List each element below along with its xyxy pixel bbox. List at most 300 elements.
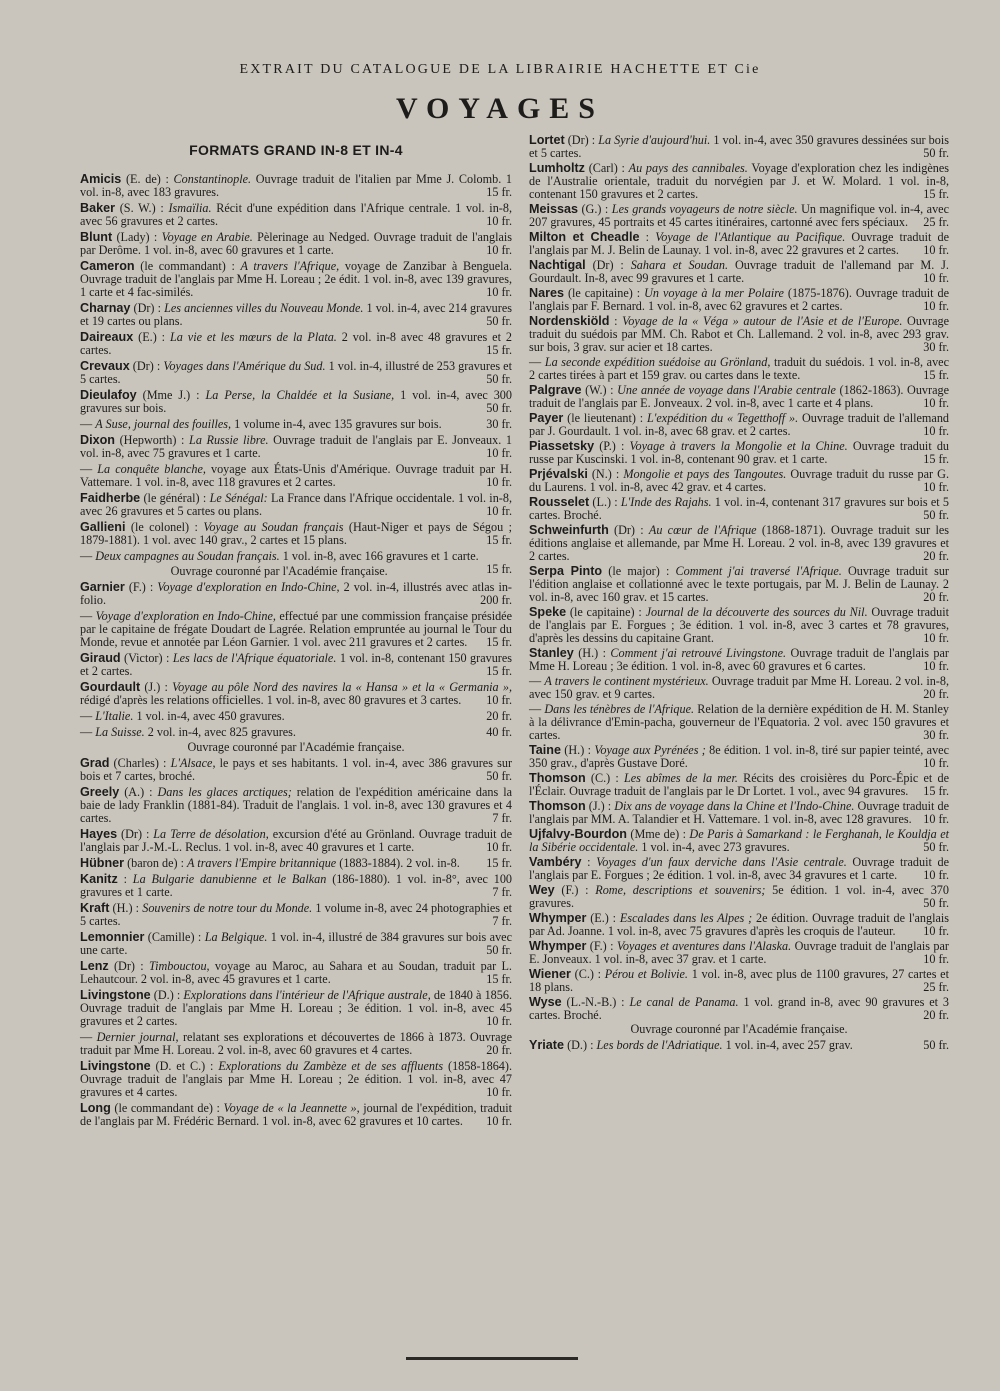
catalogue-entry (80, 581, 512, 607)
entry-price: 10 fr. (923, 756, 949, 770)
entry-price: 15 fr. (923, 452, 949, 466)
entry-author: Greely (80, 785, 120, 799)
entry-price: 10 fr. (923, 424, 949, 438)
entry-prefix: (G.) : (578, 202, 612, 216)
entry-title: Les bords de l'Adriatique. (596, 1038, 723, 1052)
right-entry-list (529, 134, 949, 1052)
catalogue-entry (80, 681, 512, 707)
entry-title: Les anciennes villes du Nouveau Monde. (164, 301, 364, 315)
entry-description: voyage aux États-Unis d'Amérique. Ouvrage traduit par H. Vattemare. 1 vol. in-8, avec 118 gravures et 2 cartes. (80, 462, 512, 489)
catalogue-entry (80, 902, 512, 928)
entry-author: Rousselet (529, 495, 590, 509)
catalogue-entry (529, 203, 949, 229)
entry-author: Livingstone (80, 988, 151, 1002)
entry-author: Crevaux (80, 359, 130, 373)
entry-prefix: : (609, 314, 623, 328)
entry-description: Relation de la dernière expédition de H. M. Stanley à la délivrance d'Emin-pacha, gouverneur de l'Equatoria. 2 vol. avec 150 gravures et cartes. (529, 702, 949, 742)
entry-title: Explorations du Zambèze et de ses affluents (218, 1059, 444, 1073)
entry-title: La Suisse. (95, 725, 145, 739)
catalogue-entry (529, 940, 949, 966)
entry-description: Ouvrage traduit du suédois par MM. Ch. Rabot et Ch. Lallemand. 2 vol. in-8, avec 293 grav. sur bois, 3 grav. sur acier et 18 cartes. (529, 314, 949, 354)
entry-price: 50 fr. (923, 840, 949, 854)
catalogue-entry (529, 884, 949, 910)
entry-description: 1 volume in-8, avec 24 photographies et 5 cartes. (80, 901, 512, 928)
entry-price: 10 fr. (486, 840, 512, 854)
catalogue-entry (529, 468, 949, 494)
entry-title: Un voyage à la mer Polaire (644, 286, 784, 300)
entry-prefix: : (117, 872, 133, 886)
entry-price: 20 fr. (486, 1043, 512, 1057)
entry-description: Ouvrage traduit du russe par Kuscinski. 1 vol. in-8, contenant 90 grav. et 1 carte. (529, 439, 950, 466)
entry-prefix: (P.) : (594, 439, 630, 453)
entry-prefix: (E. de) : (121, 172, 174, 186)
entry-description: Ouvrage traduit de l'allemand par M. J. Gourdault. In-8, avec 99 gravures et 1 carte. (529, 258, 949, 285)
entry-price: 10 fr. (486, 693, 512, 707)
catalogue-entry (80, 710, 512, 723)
entry-title: Voyage à travers la Mongolie et la Chine. (629, 439, 848, 453)
entry-description: Voyage d'exploration chez les indigènes de l'Australie orientale, traduit du norvégien par J. et W. Molard. 1 vol. in-8, contenant 150 gravures et 2 cartes. (529, 161, 949, 201)
entry-title: Deux campagnes au Soudan français. (95, 549, 280, 563)
entry-prefix: (H.) : (560, 743, 595, 757)
entry-prefix: (le major) : (602, 564, 676, 578)
entry-description: journal de l'expédition, traduit de l'anglais par M. Frédéric Bernard. 1 vol. in-8, avec 62 gravures et 10 cartes. (80, 1101, 512, 1128)
entry-author: Livingstone (80, 1059, 151, 1073)
catalogue-entry (80, 652, 512, 678)
entry-description: (1862-1863). Ouvrage traduit de l'anglais par E. Jonveaux. 2 vol. in-8, avec 1 carte et 4 plans. (529, 383, 949, 410)
entry-prefix: (E.) : (586, 911, 620, 925)
entry-description: traduit du suédois. 1 vol. in-8, avec 2 cartes tirées à part et 159 grav. ou cartes dans le texte. (529, 355, 949, 382)
entry-price: 15 fr. (486, 972, 512, 986)
entry-prefix: (Lady) : (112, 230, 162, 244)
left-entry-list (80, 173, 512, 1128)
catalogue-entry (80, 931, 512, 957)
entry-prefix: (Victor) : (120, 651, 173, 665)
entry-price: 50 fr. (923, 508, 949, 522)
entry-prefix: (W.) : (581, 383, 618, 397)
entry-title: Voyage de « la Jeannette », (223, 1101, 360, 1115)
entry-description: 2 vol. in-4, avec 825 gravures. (144, 725, 296, 739)
entry-author: Grad (80, 756, 110, 770)
entry-price: 50 fr. (486, 372, 512, 386)
entry-price: 7 fr. (492, 885, 512, 899)
entry-author: Kraft (80, 901, 110, 915)
catalogue-entry (529, 996, 949, 1022)
entry-description: 5e édition. 1 vol. in-4, avec 370 gravures. (529, 883, 949, 910)
entry-price: 20 fr. (923, 1008, 949, 1022)
entry-title: Voyages d'un faux derviche dans l'Asie centrale. (596, 855, 847, 869)
entry-title: Le Sénégal: (209, 491, 268, 505)
entry-prefix: (Charles) : (109, 756, 171, 770)
entry-price: 7 fr. (492, 914, 512, 928)
entry-price: 10 fr. (486, 504, 512, 518)
entry-title: La seconde expédition suédoise au Grönland, (544, 355, 771, 369)
entry-prefix: — (529, 702, 545, 716)
entry-title: Ismaïlia. (168, 201, 212, 215)
entry-title: Mongolie et pays des Tangoutes. (623, 467, 787, 481)
entry-price: 10 fr. (923, 952, 949, 966)
entry-title: Explorations dans l'intérieur de l'Afrique australe, (183, 988, 431, 1002)
entry-prefix: (D.) : (564, 1038, 597, 1052)
entry-author: Blunt (80, 230, 113, 244)
entry-description: 1 vol. in-4, avec 350 gravures dessinées sur bois et 5 cartes. (529, 133, 949, 160)
entry-description: 1 vol. in-4, contenant 317 gravures sur bois et 5 cartes. Broché. (529, 495, 949, 522)
entry-title: Pérou et Bolivie. (604, 967, 688, 981)
entry-price: 15 fr. (923, 368, 949, 382)
entry-price: 10 fr. (486, 1014, 512, 1028)
entry-prefix: (L.-N.-B.) : (561, 995, 630, 1009)
entry-title: Voyages dans l'Amérique du Sud. (163, 359, 326, 373)
entry-description: 2 vol. in-4, illustrés avec atlas in-folio. (80, 580, 512, 607)
entry-description: 1 vol. in-8, contenant 150 gravures et 2 cartes. (80, 651, 513, 678)
entry-description: relation de l'expédition américaine dans la baie de lady Franklin (1881-84). Traduit de l'anglais. 1 vol. in-8, avec 130 gravures et 4 cartes. (80, 785, 512, 825)
catalogue-entry (529, 496, 949, 522)
entry-author: Baker (80, 201, 116, 215)
entry-title: La Terre de désolation, (153, 827, 269, 841)
entry-prefix: — (80, 709, 96, 723)
catalogue-header: EXTRAIT DU CATALOGUE DE LA LIBRAIRIE HACHETTE ET Cie (239, 62, 761, 77)
entry-author: Wyse (529, 995, 562, 1009)
entry-title: La Belgique. (204, 930, 268, 944)
entry-prefix: — (80, 417, 96, 431)
page-title: VOYAGES (395, 92, 604, 125)
entry-description: Ouvrage traduit de l'anglais par E. Jonveaux. 1 vol. in-8, avec 37 grav. et 1 carte. (529, 939, 949, 966)
entry-prefix: : (581, 855, 597, 869)
entry-prefix: (le commandant de) : (110, 1101, 224, 1115)
entry-price: 10 fr. (923, 924, 949, 938)
catalogue-entry (80, 302, 512, 328)
entry-description: 1 vol. in-4, avec 214 gravures et 19 cartes ou plans. (80, 301, 512, 328)
entry-prefix: (le lieutenant) : (563, 411, 647, 425)
entry-price: 15 fr. (486, 664, 512, 678)
catalogue-entry (529, 828, 949, 854)
entry-title: L'Italie. (95, 709, 134, 723)
entry-description: Ouvrage traduit de l'allemand par J. Gourdault. 1 vol. in-8, avec 68 grav. et 2 cartes. (529, 411, 950, 438)
entry-description: Ouvrage traduit par Mme H. Loreau. 2 vol. in-8, avec 150 grav. et 9 cartes. (529, 674, 950, 701)
catalogue-entry (80, 434, 512, 460)
entry-description: Un magnifique vol. in-4, avec 207 gravures, 45 portraits et 45 cartes itinéraires, cartonné avec fers spéciaux. (529, 202, 949, 229)
entry-title: Rome, descriptions et souvenirs; (595, 883, 766, 897)
catalogue-entry (529, 162, 949, 201)
entry-description: 1 vol. in-4, avec 300 gravures sur bois. (80, 388, 512, 415)
entry-title: L'expédition du « Tegetthoff ». (646, 411, 799, 425)
entry-title: Dernier journal, (96, 1030, 179, 1044)
entry-author: Gallieni (80, 520, 126, 534)
entry-title: L'Alsace, (170, 756, 216, 770)
entry-author: Whymper (529, 939, 587, 953)
entry-description: Ouvrage traduit de l'italien par Mme J. Colomb. 1 vol. in-8, avec 183 gravures. (80, 172, 513, 199)
entry-author: Lenz (80, 959, 109, 973)
entry-price: 15 fr. (486, 185, 512, 199)
entry-description: le pays et ses habitants. 1 vol. in-4, avec 386 gravures sur bois et 7 cartes, broché. (80, 756, 513, 783)
entry-description: 1 vol. in-8, avec plus de 1100 gravures, 27 cartes et 18 plans. (529, 967, 949, 994)
entry-prefix: (C.) : (570, 967, 605, 981)
entry-prefix: (D.) : (150, 988, 184, 1002)
entry-price: 10 fr. (923, 396, 949, 410)
catalogue-entry (80, 989, 512, 1028)
entry-prefix: (Carl) : (584, 161, 629, 175)
entry-description: (1868-1871). Ouvrage traduit sur les éditions anglaise et allemande, par Mme H. Loreau. 2 vol. in-8, avec 139 gravures et 2 cartes. (529, 523, 949, 563)
entry-price: 50 fr. (486, 314, 512, 328)
entry-price: 15 fr. (923, 187, 949, 201)
entry-description: 1 vol. in-4, avec 273 gravures. (638, 840, 790, 854)
entry-description: 8e édition. 1 vol. in-8, tiré sur papier teinté, avec 350 grav., d'après Gustave Doré. (529, 743, 949, 770)
footer-rule (406, 1357, 578, 1360)
entry-price: 10 fr. (486, 475, 512, 489)
entry-title: La Perse, la Chaldée et la Susiane, (205, 388, 395, 402)
entry-title: Dans les glaces arctiques; (157, 785, 292, 799)
entry-description: de 1840 à 1856. Ouvrage traduit de l'anglais par Mme H. Loreau ; 3e édition. 1 vol. in-8, avec 45 gravures et 2 cartes. (80, 988, 512, 1028)
entry-price: 200 fr. (480, 593, 512, 607)
entry-description: (1875-1876). Ouvrage traduit de l'anglais par F. Bernard. 1 vol. in-8, avec 62 gravures et 2 cartes. (529, 286, 949, 313)
entry-prefix: (S. W.) : (115, 201, 169, 215)
entry-prefix: — (529, 674, 545, 688)
entry-price: 10 fr. (486, 1085, 512, 1099)
entry-description: Ouvrage traduit de l'anglais par MM. A. Talandier et H. Vattemare. 1 vol. in-8, avec 128 gravures. (529, 799, 949, 826)
entry-prefix: (Dr) : (608, 523, 649, 537)
catalogue-entry (529, 744, 949, 770)
entry-title: Voyage au pôle Nord des navires la « Hansa » et la « Germania », (172, 680, 512, 694)
entry-title: L'Inde des Rajahs. (620, 495, 712, 509)
entry-price: 7 fr. (492, 811, 512, 825)
entry-author: Hayes (80, 827, 118, 841)
entry-author: Palgrave (529, 383, 582, 397)
catalogue-entry (529, 1039, 949, 1052)
catalogue-entry (80, 726, 512, 739)
catalogue-entry (529, 287, 949, 313)
entry-note: Ouvrage couronné par l'Académie française. (630, 1022, 848, 1036)
entry-title: Au pays des cannibales. (628, 161, 748, 175)
entry-author: Thomson (529, 799, 586, 813)
entry-prefix: (H.) : (573, 646, 611, 660)
entry-author: Dixon (80, 433, 115, 447)
entry-prefix: (C.) : (585, 771, 624, 785)
entry-description: (1858-1864). Ouvrage traduit de l'anglais par Mme H. Loreau ; 2e édition. 1 vol. in-8, avec 47 gravures et 4 cartes. (80, 1059, 512, 1099)
entry-price: 15 fr. (486, 533, 512, 547)
entry-author: Lortet (529, 133, 565, 147)
catalogue-entry (80, 1102, 512, 1128)
entry-description: Ouvrage traduit de l'anglais par M. J. Belin de Launay. 1 vol. in-8, avec 22 gravures et 2 cartes. (529, 230, 950, 257)
entry-title: La Russie libre. (189, 433, 269, 447)
entry-prefix: (E.) : (133, 330, 170, 344)
entry-title: La Syrie d'aujourd'hui. (598, 133, 711, 147)
catalogue-entry (80, 231, 512, 257)
catalogue-entry (529, 356, 949, 382)
entry-prefix: (le général) : (140, 491, 210, 505)
entry-description: (Haut-Niger et pays de Ségou ; 1879-1881). 1 vol. avec 140 grav., 2 cartes et 15 plans. (80, 520, 512, 547)
catalogue-entry (80, 960, 512, 986)
right-column (529, 134, 949, 1054)
catalogue-entry (80, 786, 512, 825)
entry-price: 15 fr. (486, 856, 512, 870)
entry-prefix: (le colonel) : (125, 520, 204, 534)
catalogue-entry (80, 757, 512, 783)
entry-author: Lumholtz (529, 161, 585, 175)
entry-title: Voyage au Soudan français (203, 520, 344, 534)
catalogue-entry (80, 521, 512, 547)
entry-description: 1 vol. in-4, illustré de 384 gravures sur bois avec une carte. (80, 930, 512, 957)
entry-description: Récit d'une expédition dans l'Afrique centrale. 1 vol. in-8, avec 56 gravures et 2 cartes. (80, 201, 512, 228)
entry-author: Whymper (529, 911, 587, 925)
entry-author: Serpa Pinto (529, 564, 603, 578)
entry-price: 30 fr. (923, 340, 949, 354)
entry-prefix: — (529, 355, 545, 369)
entry-author: Stanley (529, 646, 574, 660)
entry-title: Souvenirs de notre tour du Monde. (142, 901, 313, 915)
entry-price: 10 fr. (486, 446, 512, 460)
entry-description: La France dans l'Afrique occidentale. 1 vol. in-8, avec 26 gravures et 5 cartes ou plans. (80, 491, 512, 518)
entry-description: relatant ses explorations et découvertes de 1866 à 1873. Ouvrage traduit par Mme H. Loreau. 2 vol. in-8, avec 60 gravures et 4 cartes. (80, 1030, 512, 1057)
catalogue-entry (529, 565, 949, 604)
entry-author: Taine (529, 743, 561, 757)
entry-prefix: (D. et C.) : (150, 1059, 219, 1073)
catalogue-entry (529, 856, 949, 882)
entry-prefix: (H.) : (109, 901, 143, 915)
entry-author: Thomson (529, 771, 586, 785)
entry-price: 25 fr. (923, 980, 949, 994)
entry-description: 1 vol. in-4, avec 450 gravures. (133, 709, 285, 723)
entry-price: 10 fr. (923, 659, 949, 673)
entry-author: Hübner (80, 856, 125, 870)
entry-author: Cameron (80, 259, 135, 273)
entry-title: La vie et les mœurs de la Plata. (170, 330, 337, 344)
catalogue-entry (529, 134, 949, 160)
entry-author: Ujfalvy-Bourdon (529, 827, 627, 841)
catalogue-entry (529, 703, 949, 742)
entry-price: 10 fr. (486, 214, 512, 228)
entry-prefix: (le capitaine) : (564, 286, 645, 300)
entry-prefix: (Dr) : (117, 827, 154, 841)
entry-prefix: (Dr) : (585, 258, 631, 272)
entry-description: (186-1880). 1 vol. in-8°, avec 100 gravures et 1 carte. (80, 872, 513, 899)
catalogue-entry (80, 360, 512, 386)
entry-description: voyage de Zanzibar à Benguela. Ouvrage traduit de l'anglais par Mme H. Loreau ; 2e édit. 1 vol. in-8, avec 139 gravures, 1 carte et 4 fac-similés. (80, 259, 513, 299)
entry-title: De Paris à Samarkand : le Ferghanah, le Kouldja et la Sibérie occidentale. (529, 827, 950, 854)
entry-prefix: (J.) : (140, 680, 173, 694)
catalogue-entry (529, 412, 949, 438)
catalogue-entry (529, 231, 949, 257)
entry-price: 30 fr. (486, 417, 512, 431)
catalogue-entry (80, 1060, 512, 1099)
entry-price: 50 fr. (923, 1038, 949, 1052)
entry-description: 1 vol. in-8, avec 166 gravures et 1 carte. (279, 549, 479, 563)
entry-price: 15 fr. (486, 343, 512, 357)
entry-price: 15 fr. (486, 562, 512, 576)
catalogue-entry (529, 259, 949, 285)
catalogue-entry (80, 610, 512, 649)
entry-prefix: (Mme de) : (626, 827, 690, 841)
entry-price: 10 fr. (923, 812, 949, 826)
entry-author: Garnier (80, 580, 125, 594)
entry-description: 1 vol. grand in-8, avec 90 gravures et 3 cartes. Broché. (529, 995, 950, 1022)
entry-description: Ouvrage traduit de l'anglais par E. Forgues ; 2e édition. 1 vol. in-8, avec 34 gravures et 1 carte. (529, 855, 949, 882)
catalogue-entry (80, 873, 512, 899)
entry-prefix: — (80, 609, 96, 623)
entry-price: 10 fr. (923, 243, 949, 257)
entry-title: Les lacs de l'Afrique équatoriale. (172, 651, 337, 665)
entry-price: 30 fr. (923, 728, 949, 742)
entry-price: 10 fr. (923, 299, 949, 313)
entry-title: Constantinople. (173, 172, 252, 186)
entry-description: 1 vol. in-4, avec 257 grav. (722, 1038, 853, 1052)
entry-prefix: (baron de) : (124, 856, 188, 870)
entry-description: 1 volume in-4, avec 135 gravures sur bois. (231, 417, 442, 431)
catalogue-entry (80, 828, 512, 854)
entry-author: Lemonnier (80, 930, 145, 944)
entry-title: Voyage aux Pyrénées ; (594, 743, 706, 757)
entry-author: Long (80, 1101, 111, 1115)
entry-author: Giraud (80, 651, 121, 665)
entry-price: 50 fr. (486, 769, 512, 783)
entry-note: Ouvrage couronné par l'Académie française. (187, 740, 405, 754)
entry-author: Piassetsky (529, 439, 595, 453)
entry-title: A travers le continent mystérieux. (544, 674, 709, 688)
entry-author: Dieulafoy (80, 388, 137, 402)
entry-prefix: (le commandant) : (134, 259, 241, 273)
entry-title: Comment j'ai retrouvé Livingstone. (610, 646, 787, 660)
entry-prefix: (Dr) : (130, 301, 165, 315)
entry-price: 10 fr. (923, 271, 949, 285)
entry-price: 10 fr. (923, 868, 949, 882)
entry-price: 15 fr. (486, 635, 512, 649)
entry-title: Voyages et aventures dans l'Alaska. (616, 939, 792, 953)
entry-price: 15 fr. (923, 784, 949, 798)
entry-title: Une année de voyage dans l'Arabie centrale (617, 383, 836, 397)
entry-prefix: (le capitaine) : (566, 605, 646, 619)
entry-price: 50 fr. (486, 401, 512, 415)
entry-price: 50 fr. (486, 943, 512, 957)
entry-title: Sahara et Soudan. (630, 258, 729, 272)
entry-description: effectué par une commission française présidée par le capitaine de frégate Doudart de Lagrée. Relation empruntée au journal le Tour du Monde, revue et annotée par Léon Garnier. 1 vol. avec 211 gravures et 2 cartes. (80, 609, 512, 649)
entry-description: 1 vol. in-4, illustré de 253 gravures et 5 cartes. (80, 359, 512, 386)
catalogue-entry (529, 647, 949, 673)
catalogue-entry (529, 315, 949, 354)
entry-author: Nares (529, 286, 565, 300)
entry-title: Journal de la découverte des sources du Nil. (645, 605, 868, 619)
entry-author: Wey (529, 883, 555, 897)
entry-prefix: (N.) : (587, 467, 624, 481)
entry-description: 2 vol. in-8 avec 48 gravures et 2 cartes. (80, 330, 512, 357)
entry-description: rédigé d'après les relations officielles. 1 vol. in-8, avec 80 gravures et 3 cartes. (80, 693, 462, 707)
entry-author: Charnay (80, 301, 131, 315)
entry-description: (1883-1884). 2 vol. in-8. (336, 856, 460, 870)
entry-author: Nachtigal (529, 258, 586, 272)
entry-price: 10 fr. (486, 285, 512, 299)
catalogue-entry (80, 389, 512, 415)
entry-author: Speke (529, 605, 567, 619)
entry-prefix: (Hepworth) : (114, 433, 190, 447)
entry-description: Pèlerinage au Nedged. Ouvrage traduit de l'anglais par Derôme. 1 vol. in-8, avec 60 gravures et 1 carte. (80, 230, 513, 257)
entry-author: Faidherbe (80, 491, 141, 505)
catalogue-entry (80, 1031, 512, 1057)
entry-title: Les grands voyageurs de notre siècle. (611, 202, 798, 216)
catalogue-entry (80, 857, 512, 870)
catalogue-entry (80, 463, 512, 489)
entry-description: Ouvrage traduit du russe par G. du Laurens. 1 vol. in-8, avec 42 grav. et 4 cartes. (529, 467, 949, 494)
entry-price: 40 fr. (486, 725, 512, 739)
entry-prefix: (J.) : (585, 799, 615, 813)
entry-price: 10 fr. (923, 631, 949, 645)
entry-title: Escalades dans les Alpes ; (619, 911, 753, 925)
entry-prefix: (F.) : (586, 939, 617, 953)
entry-title: Voyage d'exploration en Indo-Chine, (95, 609, 276, 623)
entry-price: 20 fr. (923, 590, 949, 604)
catalogue-entry (80, 173, 512, 199)
entry-author: Prjévalski (529, 467, 588, 481)
entry-prefix: (Dr) : (129, 359, 164, 373)
catalogue-entry (529, 440, 949, 466)
entry-title: Comment j'ai traversé l'Afrique. (675, 564, 842, 578)
entry-price: 50 fr. (923, 146, 949, 160)
